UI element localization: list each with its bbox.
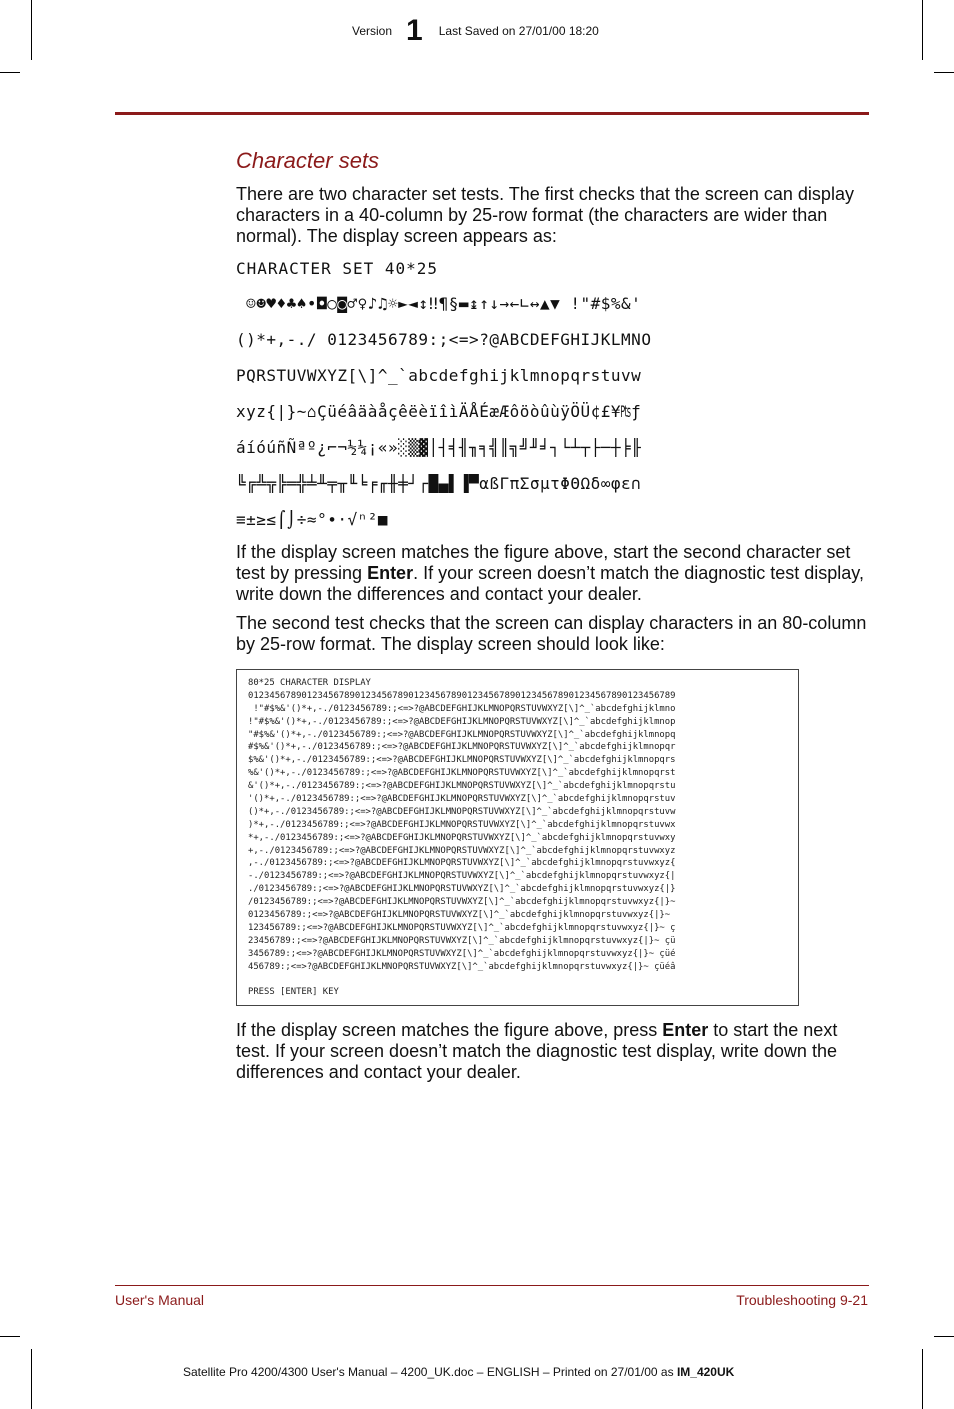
screen80-line: /0123456789:;<=>?@ABCDEFGHIJKLMNOPQRSTUVWXYZ[\]^_`abcdefghijklmnopqrstuvwxyz{|}~ — [248, 897, 676, 908]
screen80-line: +,-./0123456789:;<=>?@ABCDEFGHIJKLMNOPQRSTUVWXYZ[\]^_`abcdefghijklmnopqrstuvwxyz — [248, 845, 676, 856]
crop-mark — [0, 1336, 20, 1337]
screen40-row: áíóúñÑªº¿⌐¬½¼¡«»░▒▓│┤╡╢╖╕╣║╗╝╜╛┐└┴┬├─┼╞╟ — [236, 438, 642, 457]
crop-mark — [922, 1349, 923, 1409]
paragraph-3: The second test checks that the screen can display characters in an 80-column by 25-row format. The display screen should look like: — [236, 613, 867, 654]
screen80-line: #$%&'()*+,-./0123456789:;<=>?@ABCDEFGHIJKLMNOPQRSTUVWXYZ[\]^_`abcdefghijklmnopqr — [248, 742, 676, 753]
enter-key-label: Enter — [367, 563, 414, 583]
screen80-line: 456789:;<=>?@ABCDEFGHIJKLMNOPQRSTUVWXYZ[\]^_`abcdefghijklmnopqrstuvwxyz{|}~ çüéâ — [248, 961, 676, 972]
print-info — [183, 1365, 734, 1379]
last-saved: Last Saved on 27/01/00 18:20 — [438, 24, 599, 38]
screen80-line: 123456789:;<=>?@ABCDEFGHIJKLMNOPQRSTUVWXYZ[\]^_`abcdefghijklmnopqrstuvwxyz{|}~ ç — [248, 922, 676, 933]
screen80-line: -./0123456789:;<=>?@ABCDEFGHIJKLMNOPQRSTUVWXYZ[\]^_`abcdefghijklmnopqrstuvwxyz{| — [248, 871, 676, 882]
screen80-line: )*+,-./0123456789:;<=>?@ABCDEFGHIJKLMNOPQRSTUVWXYZ[\]^_`abcdefghijklmnopqrstuvwx — [248, 819, 676, 830]
crop-mark — [934, 72, 954, 73]
main-content — [236, 148, 868, 1091]
screen-40-column — [236, 259, 868, 530]
screen80-title: 80*25 CHARACTER DISPLAY — [248, 678, 371, 688]
screen40-row: ╚╔╩╦╠═╬╧╨╤╥╙╘╒╓╫╪┘┌█▄▌▐▀αßΓπΣσµτΦΘΩδ∞φε∩ — [236, 474, 642, 493]
section-title: Character sets — [236, 148, 380, 173]
screen80-line: !"#$%&'()*+,-./0123456789:;<=>?@ABCDEFGHIJKLMNOPQRSTUVWXYZ[\]^_`abcdefghijklmnop — [248, 716, 676, 727]
screen80-line: &'()*+,-./0123456789:;<=>?@ABCDEFGHIJKLMNOPQRSTUVWXYZ[\]^_`abcdefghijklmnopqrstu — [248, 781, 676, 792]
crop-mark — [31, 1349, 32, 1409]
screen80-line: ()*+,-./0123456789:;<=>?@ABCDEFGHIJKLMNOPQRSTUVWXYZ[\]^_`abcdefghijklmnopqrstuvw — [248, 806, 676, 817]
screen80-line: 0123456789:;<=>?@ABCDEFGHIJKLMNOPQRSTUVWXYZ[\]^_`abcdefghijklmnopqrstuvwxyz{|}~ — [248, 910, 671, 921]
print-code: IM_420UK — [676, 1365, 735, 1379]
crop-mark — [922, 0, 923, 60]
crop-mark — [0, 72, 20, 73]
screen80-line: 3456789:;<=>?@ABCDEFGHIJKLMNOPQRSTUVWXYZ[\]^_`abcdefghijklmnopqrstuvwxyz{|}~ çüé — [248, 948, 676, 959]
version-header — [352, 16, 599, 46]
top-rule — [115, 112, 869, 115]
screen-80-column-box — [236, 669, 799, 1006]
screen80-line: 01234567890123456789012345678901234567890123456789012345678901234567890123456789 — [248, 690, 676, 701]
footer-left: User's Manual — [115, 1292, 205, 1308]
bottom-rule — [115, 1285, 869, 1286]
screen80-line: '()*+,-./0123456789:;<=>?@ABCDEFGHIJKLMNOPQRSTUVWXYZ[\]^_`abcdefghijklmnopqrstuv — [248, 794, 676, 805]
screen80-line: %&'()*+,-./0123456789:;<=>?@ABCDEFGHIJKLMNOPQRSTUVWXYZ[\]^_`abcdefghijklmnopqrst — [248, 768, 676, 779]
screen80-line: !"#$%&'()*+,-./0123456789:;<=>?@ABCDEFGHIJKLMNOPQRSTUVWXYZ[\]^_`abcdefghijklmno — [248, 703, 676, 714]
print-info-text: Satellite Pro 4200/4300 User's Manual – 4200_UK.doc – ENGLISH – Printed on 27/01/00 as — [183, 1365, 677, 1379]
screen40-row: PQRSTUVWXYZ[\]^_`abcdefghijklmnopqrstuvw — [236, 366, 642, 385]
paragraph-4 — [236, 1020, 868, 1083]
screen80-line: ,-./0123456789:;<=>?@ABCDEFGHIJKLMNOPQRSTUVWXYZ[\]^_`abcdefghijklmnopqrstuvwxyz{ — [248, 858, 676, 869]
crop-mark — [31, 0, 32, 60]
screen40-row: ≡±≥≤⌠⌡÷≈°∙·√ⁿ²■ — [236, 510, 388, 529]
screen80-line: "#$%&'()*+,-./0123456789:;<=>?@ABCDEFGHIJKLMNOPQRSTUVWXYZ[\]^_`abcdefghijklmnopq — [248, 729, 676, 740]
screen40-row: ()*+,-./ 0123456789:;<=>?@ABCDEFGHIJKLMNO — [236, 330, 652, 349]
paragraph-2 — [236, 542, 868, 605]
screen40-row: xyz{|}~⌂ÇüéâäàåçêëèïîìÄÅÉæÆôöòûùÿÖÜ¢£¥₧ƒ — [236, 402, 642, 421]
screen80-line: 23456789:;<=>?@ABCDEFGHIJKLMNOPQRSTUVWXYZ[\]^_`abcdefghijklmnopqrstuvwxyz{|}~ çü — [248, 935, 676, 946]
screen80-line: *+,-./0123456789:;<=>?@ABCDEFGHIJKLMNOPQRSTUVWXYZ[\]^_`abcdefghijklmnopqrstuvwxy — [248, 832, 676, 843]
paragraph-4-text-a: If the display screen matches the figure above, press — [236, 1020, 663, 1040]
screen80-line: $%&'()*+,-./0123456789:;<=>?@ABCDEFGHIJKLMNOPQRSTUVWXYZ[\]^_`abcdefghijklmnopqrs — [248, 755, 676, 766]
version-number: 1 — [406, 14, 423, 47]
screen80-prompt: PRESS [ENTER] KEY — [248, 987, 339, 998]
paragraph-4-text-b: to start the next test. If your screen doesn’t match the diagnostic test display, write down the differences and contact your dealer. — [236, 1020, 838, 1082]
crop-mark — [934, 1336, 954, 1337]
intro-paragraph: There are two character set tests. The first checks that the screen can display characters in a 40-column by 25-row format (the characters are wider than normal). The display screen appears as: — [236, 184, 854, 246]
enter-key-label: Enter — [662, 1020, 709, 1040]
version-label: Version — [352, 24, 393, 38]
screen80-line: ./0123456789:;<=>?@ABCDEFGHIJKLMNOPQRSTUVWXYZ[\]^_`abcdefghijklmnopqrstuvwxyz{|} — [248, 884, 676, 895]
screen40-title: CHARACTER SET 40*25 — [236, 259, 439, 278]
screen80-spacer — [248, 973, 798, 986]
screen40-row: ☺☻♥♦♣♠•◘○◙♂♀♪♫☼►◄↕‼¶§▬↨↑↓→←∟↔▲▼ !"#$%&' — [236, 294, 642, 313]
paragraph-2-text-a: If the display screen matches the figure above, start the second character set test by pressing — [236, 542, 851, 583]
paragraph-2-text-b: . If your screen doesn’t match the diagnostic test display, write down the differences and contact your dealer. — [236, 563, 864, 604]
screen80-lines — [248, 690, 798, 974]
footer-right: Troubleshooting 9-21 — [736, 1292, 868, 1308]
